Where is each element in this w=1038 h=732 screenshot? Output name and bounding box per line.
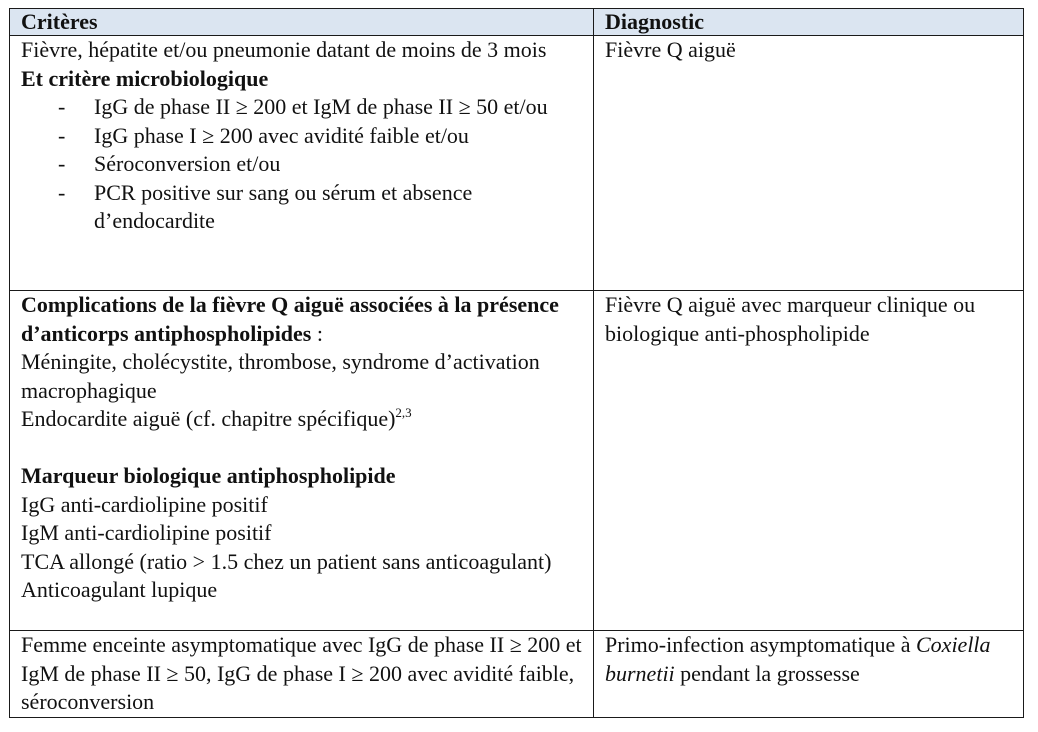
diagnostic-criteria-table — [9, 8, 1024, 718]
header-row — [10, 9, 1024, 36]
bullet-dash: - — [58, 122, 66, 148]
complications-heading: Complications de la fièvre Q aiguë associées à la présence d’anticorps antiphospholipides — [21, 292, 559, 346]
list-item-text: PCR positive sur sang ou sérum et absence d’endocardite — [94, 179, 473, 233]
diagnostic-text: Fièvre Q aiguë — [605, 37, 736, 62]
marker-item: IgG anti-cardiolipine positif — [21, 491, 268, 517]
microbiological-criteria-list — [21, 93, 583, 236]
list-item — [21, 93, 583, 122]
bullet-dash: - — [58, 94, 66, 119]
list-item — [21, 122, 583, 151]
endocarditis-line — [21, 405, 583, 434]
list-item-text: Séroconversion et/ou — [94, 151, 281, 176]
bullet-dash: - — [58, 179, 66, 205]
clinical-criteria-text: Fièvre, hépatite et/ou pneumonie datant de moins de 3 mois — [21, 37, 547, 62]
blank-line — [21, 434, 583, 463]
endocarditis-text: Endocardite aiguë (cf. chapitre spécifique) — [21, 406, 396, 431]
diagnostic-text — [605, 631, 1013, 688]
table-row-antiphospholipid — [10, 291, 1024, 631]
complications-suffix: : — [311, 320, 323, 346]
list-item — [21, 150, 583, 179]
diagnostic-text: Fièvre Q aiguë avec marqueur clinique ou biologique anti-phospholipide — [605, 292, 976, 346]
marker-item: TCA allongé (ratio > 1.5 chez un patient sans anticoagulant) — [21, 548, 552, 574]
pregnancy-criteria-text: Femme enceinte asymptomatique avec IgG de phase II ≥ 200 et IgM de phase II ≥ 50, IgG de phase I ≥ 200 avec avidité faible, séroconversion — [21, 632, 582, 714]
list-item — [21, 179, 583, 236]
criteria-cell — [10, 36, 594, 291]
organism-name: Coxiella burnetii — [605, 632, 991, 686]
complications-block — [21, 291, 583, 348]
list-item-text: IgG de phase II ≥ 200 et IgM de phase II ≥ 50 et/ou — [94, 94, 548, 119]
bullet-dash: - — [58, 151, 66, 176]
reference-superscript: 2,3 — [395, 405, 412, 420]
biological-marker-heading: Marqueur biologique antiphospholipide — [21, 463, 396, 488]
criteria-cell — [10, 631, 594, 718]
microbiological-criteria-heading: Et critère microbiologique — [21, 65, 269, 91]
complications-list: Méningite, cholécystite, thrombose, syndrome d’activation macrophagique — [21, 349, 540, 403]
diagnostic-cell — [594, 36, 1024, 291]
diagnostic-suffix: pendant la grossesse — [674, 660, 860, 686]
diagnostic-cell — [594, 291, 1024, 631]
table-row-acute-fever — [10, 36, 1024, 291]
header-diagnostic: Diagnostic — [594, 9, 1024, 36]
header-criteria: Critères — [10, 9, 594, 36]
criteria-cell — [10, 291, 594, 631]
table-row-pregnancy — [10, 631, 1024, 718]
marker-item: Anticoagulant lupique — [21, 577, 218, 602]
list-item-text: IgG phase I ≥ 200 avec avidité faible et/ou — [94, 122, 469, 148]
diagnostic-cell — [594, 631, 1024, 718]
diagnostic-prefix: Primo-infection asymptomatique à — [605, 632, 916, 657]
marker-item: IgM anti-cardiolipine positif — [21, 520, 272, 545]
